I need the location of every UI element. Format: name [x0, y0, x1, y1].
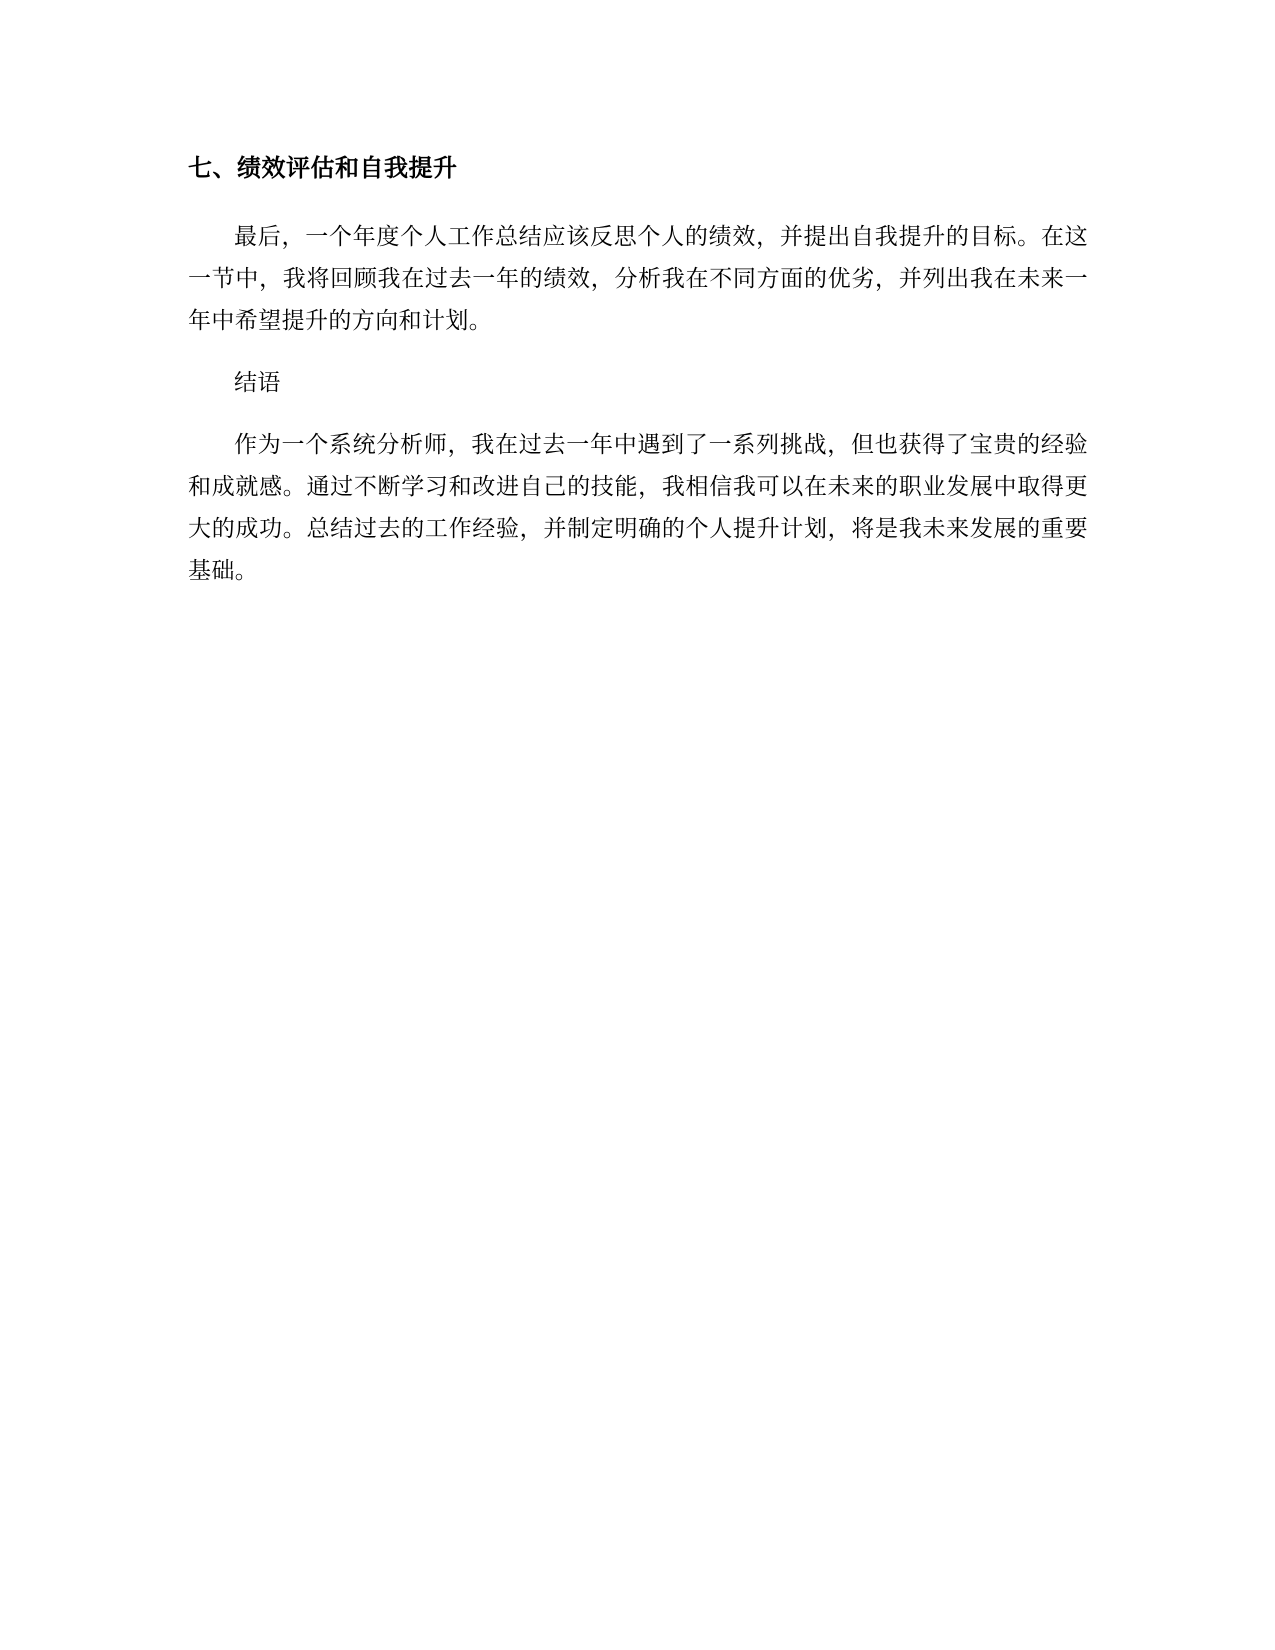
section-heading: 七、绩效评估和自我提升: [188, 154, 458, 182]
conclusion-paragraph: 作为一个系统分析师，我在过去一年中遇到了一系列挑战，但也获得了宝贵的经验和成就感。通过不断学习和改进自己的技能，我相信我可以在未来的职业发展中取得更大的成功。总结过去的工作经验，并制定明确的个人提升计划，将是我未来发展的重要基础。: [188, 432, 1088, 584]
document-content: [188, 146, 1088, 612]
conclusion-heading: 结语: [234, 370, 281, 396]
performance-paragraph: 最后，一个年度个人工作总结应该反思个人的绩效，并提出自我提升的目标。在这一节中，我将回顾我在过去一年的绩效，分析我在不同方面的优劣，并列出我在未来一年中希望提升的方向和计划。: [188, 224, 1088, 334]
